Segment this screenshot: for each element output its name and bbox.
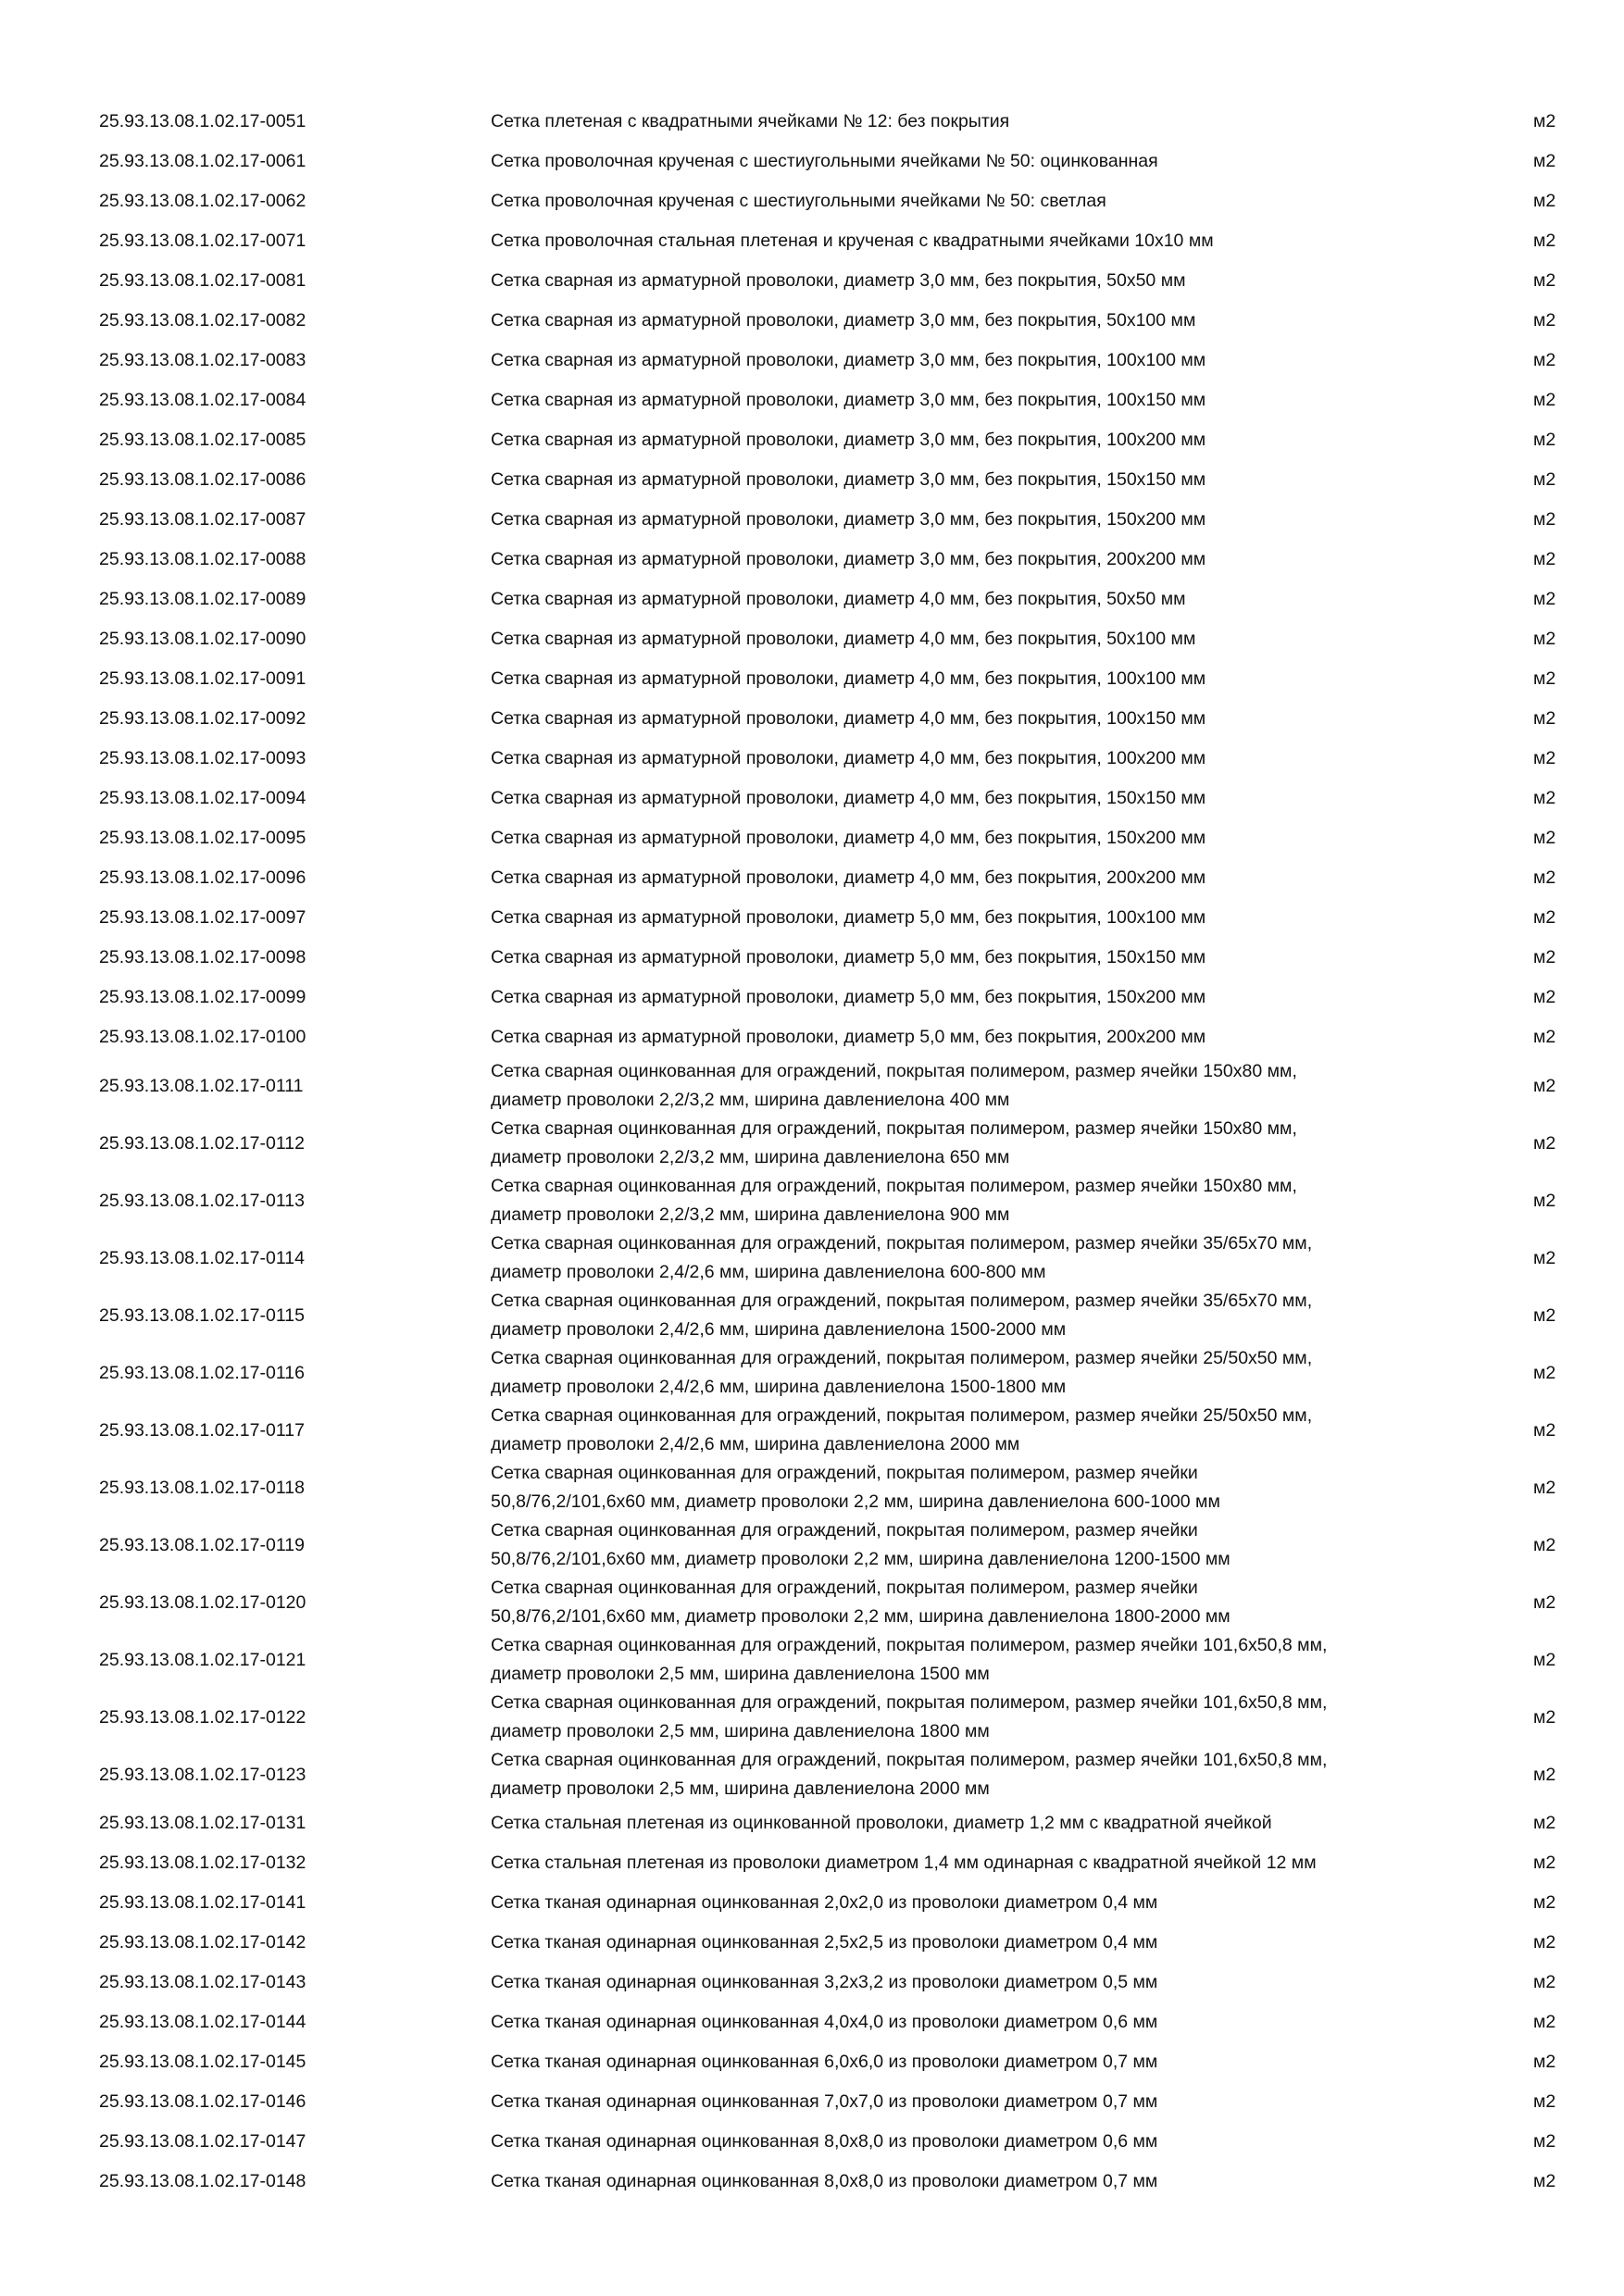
table-row xyxy=(0,1344,1624,1402)
description-line: диаметр проволоки 2,4/2,6 мм, ширина давлениелона 2000 мм xyxy=(491,1434,1020,1454)
item-code: 25.93.13.08.1.02.17-0093 xyxy=(99,748,306,768)
description-lines xyxy=(491,1287,1312,1344)
item-unit: м2 xyxy=(1533,1706,1556,1728)
item-unit: м2 xyxy=(1533,390,1556,410)
description-line: Сетка сварная из арматурной проволоки, диаметр 5,0 мм, без покрытия, 150х150 мм xyxy=(491,947,1206,967)
item-code: 25.93.13.08.1.02.17-0118 xyxy=(99,1477,305,1498)
item-unit: м2 xyxy=(1533,947,1556,967)
item-unit: м2 xyxy=(1533,1853,1556,1873)
item-unit: м2 xyxy=(1533,2171,1556,2191)
description-line: Сетка сварная оцинкованная для ограждений, покрытая полимером, размер ячейки 25/50х50 мм, xyxy=(491,1348,1313,1368)
item-description xyxy=(491,301,1481,341)
item-code: 25.93.13.08.1.02.17-0097 xyxy=(99,907,306,928)
price-list-table xyxy=(0,102,1624,2202)
description-line: Сетка сварная оцинкованная для ограждений, покрытая полимером, размер ячейки 150х80 мм, xyxy=(491,1176,1297,1196)
item-unit: м2 xyxy=(1533,1304,1556,1326)
item-code: 25.93.13.08.1.02.17-0142 xyxy=(99,1932,306,1953)
item-code: 25.93.13.08.1.02.17-0085 xyxy=(99,430,306,450)
item-code: 25.93.13.08.1.02.17-0123 xyxy=(99,1764,306,1785)
description-lines xyxy=(491,545,1206,574)
item-unit: м2 xyxy=(1533,231,1556,251)
table-row xyxy=(0,102,1624,142)
item-code: 25.93.13.08.1.02.17-0148 xyxy=(99,2171,306,2191)
description-lines xyxy=(491,466,1206,494)
table-row xyxy=(0,659,1624,699)
item-unit: м2 xyxy=(1533,1591,1556,1613)
table-row xyxy=(0,1057,1624,1115)
description-lines xyxy=(491,1928,1157,1957)
table-row xyxy=(0,381,1624,420)
item-description xyxy=(491,460,1481,500)
description-lines xyxy=(491,1115,1297,1172)
item-description xyxy=(491,2162,1481,2202)
description-lines xyxy=(491,346,1206,375)
description-line: Сетка стальная плетеная из проволоки диаметром 1,4 мм одинарная с квадратной ячейкой 12 мм xyxy=(491,1853,1317,1873)
item-unit: м2 xyxy=(1533,549,1556,569)
description-lines xyxy=(491,585,1186,614)
table-row xyxy=(0,181,1624,221)
table-row xyxy=(0,1883,1624,1923)
item-code: 25.93.13.08.1.02.17-0115 xyxy=(99,1304,305,1326)
description-line: диаметр проволоки 2,5 мм, ширина давлениелона 2000 мм xyxy=(491,1778,990,1799)
description-line: Сетка тканая одинарная оцинкованная 4,0х4,0 из проволоки диаметром 0,6 мм xyxy=(491,2012,1158,2032)
table-row xyxy=(0,2003,1624,2042)
item-code: 25.93.13.08.1.02.17-0094 xyxy=(99,788,306,808)
description-line: Сетка сварная из арматурной проволоки, диаметр 3,0 мм, без покрытия, 50х100 мм xyxy=(491,310,1196,331)
description-line: Сетка стальная плетеная из оцинкованной проволоки, диаметр 1,2 мм с квадратной ячейкой xyxy=(491,1813,1272,1833)
item-unit: м2 xyxy=(1533,987,1556,1007)
description-lines xyxy=(491,824,1206,853)
item-unit: м2 xyxy=(1533,1027,1556,1047)
item-code: 25.93.13.08.1.02.17-0116 xyxy=(99,1362,305,1383)
item-description xyxy=(491,2042,1481,2082)
item-description xyxy=(491,381,1481,420)
item-description xyxy=(491,1057,1481,1115)
table-row xyxy=(0,1631,1624,1689)
table-row xyxy=(0,2162,1624,2202)
item-description xyxy=(491,1923,1481,1963)
item-description xyxy=(491,1287,1481,1344)
item-unit: м2 xyxy=(1533,1892,1556,1913)
description-line: Сетка сварная из арматурной проволоки, диаметр 4,0 мм, без покрытия, 150х200 мм xyxy=(491,828,1206,848)
item-description xyxy=(491,779,1481,818)
item-description xyxy=(491,938,1481,978)
description-line: Сетка плетеная с квадратными ячейками № 12: без покрытия xyxy=(491,111,1010,131)
description-line: диаметр проволоки 2,2/3,2 мм, ширина давлениелона 400 мм xyxy=(491,1090,1010,1110)
item-code: 25.93.13.08.1.02.17-0091 xyxy=(99,668,306,689)
table-row xyxy=(0,460,1624,500)
item-unit: м2 xyxy=(1533,907,1556,928)
item-unit: м2 xyxy=(1533,2012,1556,2032)
item-unit: м2 xyxy=(1533,748,1556,768)
description-lines xyxy=(491,1968,1157,1997)
item-unit: м2 xyxy=(1533,1132,1556,1154)
item-code: 25.93.13.08.1.02.17-0083 xyxy=(99,350,306,370)
description-lines xyxy=(491,1809,1272,1838)
table-row xyxy=(0,540,1624,580)
table-row xyxy=(0,739,1624,779)
item-code: 25.93.13.08.1.02.17-0095 xyxy=(99,828,306,848)
item-code: 25.93.13.08.1.02.17-0141 xyxy=(99,1892,306,1913)
item-unit: м2 xyxy=(1533,270,1556,291)
item-code: 25.93.13.08.1.02.17-0088 xyxy=(99,549,306,569)
item-code: 25.93.13.08.1.02.17-0071 xyxy=(99,231,306,251)
description-line: Сетка сварная из арматурной проволоки, диаметр 4,0 мм, без покрытия, 100х100 мм xyxy=(491,668,1206,689)
item-unit: м2 xyxy=(1533,1419,1556,1441)
item-unit: м2 xyxy=(1533,589,1556,609)
table-row xyxy=(0,1402,1624,1459)
table-row xyxy=(0,2082,1624,2122)
description-lines xyxy=(491,1889,1157,1917)
item-description xyxy=(491,2082,1481,2122)
description-line: Сетка проволочная стальная плетеная и крученая с квадратными ячейками 10х10 мм xyxy=(491,231,1214,251)
description-line: 50,8/76,2/101,6х60 мм, диаметр проволоки 2,2 мм, ширина давлениелона 600-1000 мм xyxy=(491,1491,1220,1512)
description-line: диаметр проволоки 2,2/3,2 мм, ширина давлениелона 900 мм xyxy=(491,1204,1010,1225)
description-line: Сетка тканая одинарная оцинкованная 6,0х6,0 из проволоки диаметром 0,7 мм xyxy=(491,2052,1158,2072)
description-line: диаметр проволоки 2,5 мм, ширина давлениелона 1500 мм xyxy=(491,1664,990,1684)
item-code: 25.93.13.08.1.02.17-0090 xyxy=(99,629,306,649)
item-code: 25.93.13.08.1.02.17-0146 xyxy=(99,2091,306,2112)
description-line: Сетка сварная оцинкованная для ограждений, покрытая полимером, размер ячейки 150х80 мм, xyxy=(491,1118,1297,1139)
description-lines xyxy=(491,267,1186,295)
table-row xyxy=(0,1689,1624,1746)
table-row xyxy=(0,261,1624,301)
item-description xyxy=(491,1402,1481,1459)
item-code: 25.93.13.08.1.02.17-0143 xyxy=(99,1972,306,1992)
description-lines xyxy=(491,2048,1157,2077)
item-description xyxy=(491,580,1481,619)
item-unit: м2 xyxy=(1533,350,1556,370)
item-description xyxy=(491,619,1481,659)
description-line: Сетка тканая одинарная оцинкованная 2,0х2,0 из проволоки диаметром 0,4 мм xyxy=(491,1892,1158,1913)
item-unit: м2 xyxy=(1533,191,1556,211)
table-row xyxy=(0,1843,1624,1883)
description-line: диаметр проволоки 2,4/2,6 мм, ширина давлениелона 600-800 мм xyxy=(491,1262,1046,1282)
item-description xyxy=(491,1516,1481,1574)
description-line: Сетка сварная оцинкованная для ограждений, покрытая полимером, размер ячейки 101,6х50,8 мм, xyxy=(491,1692,1328,1713)
item-code: 25.93.13.08.1.02.17-0145 xyxy=(99,2052,306,2072)
description-lines xyxy=(491,1459,1220,1516)
table-row xyxy=(0,2122,1624,2162)
item-unit: м2 xyxy=(1533,2052,1556,2072)
description-line: Сетка сварная из арматурной проволоки, диаметр 3,0 мм, без покрытия, 100х200 мм xyxy=(491,430,1206,450)
item-unit: м2 xyxy=(1533,469,1556,490)
description-line: Сетка сварная оцинкованная для ограждений, покрытая полимером, размер ячейки 35/65х70 мм, xyxy=(491,1291,1313,1311)
table-row xyxy=(0,978,1624,1017)
description-lines xyxy=(491,1689,1327,1746)
description-lines xyxy=(491,943,1206,972)
item-code: 25.93.13.08.1.02.17-0082 xyxy=(99,310,306,331)
description-lines xyxy=(491,1849,1317,1878)
description-line: Сетка сварная из арматурной проволоки, диаметр 3,0 мм, без покрытия, 150х150 мм xyxy=(491,469,1206,490)
item-description xyxy=(491,818,1481,858)
description-line: Сетка сварная оцинкованная для ограждений, покрытая полимером, размер ячейки 25/50х50 мм, xyxy=(491,1405,1313,1426)
table-row xyxy=(0,1746,1624,1803)
item-description xyxy=(491,221,1481,261)
item-description xyxy=(491,1631,1481,1689)
table-row xyxy=(0,1803,1624,1843)
description-line: диаметр проволоки 2,4/2,6 мм, ширина давлениелона 1500-2000 мм xyxy=(491,1319,1067,1340)
item-description xyxy=(491,858,1481,898)
item-description xyxy=(491,261,1481,301)
item-code: 25.93.13.08.1.02.17-0099 xyxy=(99,987,306,1007)
item-description xyxy=(491,1344,1481,1402)
item-code: 25.93.13.08.1.02.17-0100 xyxy=(99,1027,306,1047)
description-lines xyxy=(491,744,1206,773)
item-code: 25.93.13.08.1.02.17-0062 xyxy=(99,191,306,211)
item-unit: м2 xyxy=(1533,1972,1556,1992)
item-code: 25.93.13.08.1.02.17-0120 xyxy=(99,1591,306,1613)
item-description xyxy=(491,142,1481,181)
description-lines xyxy=(491,1057,1297,1115)
table-row xyxy=(0,1516,1624,1574)
description-line: диаметр проволоки 2,5 мм, ширина давлениелона 1800 мм xyxy=(491,1721,990,1741)
description-lines xyxy=(491,1023,1206,1052)
table-row xyxy=(0,1017,1624,1057)
description-line: Сетка сварная из арматурной проволоки, диаметр 5,0 мм, без покрытия, 100х100 мм xyxy=(491,907,1206,928)
description-lines xyxy=(491,147,1158,176)
description-lines xyxy=(491,1631,1327,1689)
description-line: Сетка сварная оцинкованная для ограждений, покрытая полимером, размер ячейки xyxy=(491,1463,1198,1483)
item-unit: м2 xyxy=(1533,668,1556,689)
description-lines xyxy=(491,1516,1230,1574)
item-description xyxy=(491,659,1481,699)
item-description xyxy=(491,739,1481,779)
item-description xyxy=(491,1689,1481,1746)
description-line: Сетка проволочная крученая с шестиугольными ячейками № 50: оцинкованная xyxy=(491,151,1158,171)
description-lines xyxy=(491,705,1206,733)
description-line: Сетка сварная из арматурной проволоки, диаметр 3,0 мм, без покрытия, 200х200 мм xyxy=(491,549,1206,569)
description-line: Сетка сварная из арматурной проволоки, диаметр 4,0 мм, без покрытия, 150х150 мм xyxy=(491,788,1206,808)
item-code: 25.93.13.08.1.02.17-0122 xyxy=(99,1706,306,1728)
description-lines xyxy=(491,983,1206,1012)
item-description xyxy=(491,341,1481,381)
item-unit: м2 xyxy=(1533,1649,1556,1670)
description-lines xyxy=(491,227,1214,256)
table-row xyxy=(0,420,1624,460)
item-description xyxy=(491,1172,1481,1229)
item-description xyxy=(491,1115,1481,1172)
item-description xyxy=(491,978,1481,1017)
table-row xyxy=(0,779,1624,818)
item-description xyxy=(491,898,1481,938)
item-unit: м2 xyxy=(1533,111,1556,131)
item-unit: м2 xyxy=(1533,151,1556,171)
item-description xyxy=(491,1229,1481,1287)
description-line: Сетка проволочная крученая с шестиугольными ячейками № 50: светлая xyxy=(491,191,1106,211)
table-row xyxy=(0,1459,1624,1516)
table-row xyxy=(0,341,1624,381)
table-row xyxy=(0,699,1624,739)
description-line: Сетка тканая одинарная оцинкованная 7,0х7,0 из проволоки диаметром 0,7 мм xyxy=(491,2091,1158,2112)
item-unit: м2 xyxy=(1533,867,1556,888)
description-line: Сетка сварная из арматурной проволоки, диаметр 3,0 мм, без покрытия, 100х100 мм xyxy=(491,350,1206,370)
table-row xyxy=(0,2042,1624,2082)
item-description xyxy=(491,1963,1481,2003)
item-description xyxy=(491,102,1481,142)
table-row xyxy=(0,1963,1624,2003)
item-unit: м2 xyxy=(1533,1190,1556,1211)
description-line: Сетка сварная из арматурной проволоки, диаметр 4,0 мм, без покрытия, 100х150 мм xyxy=(491,708,1206,729)
table-row xyxy=(0,1923,1624,1963)
description-line: Сетка сварная из арматурной проволоки, диаметр 5,0 мм, без покрытия, 200х200 мм xyxy=(491,1027,1206,1047)
description-lines xyxy=(491,505,1206,534)
table-row xyxy=(0,142,1624,181)
description-line: диаметр проволоки 2,2/3,2 мм, ширина давлениелона 650 мм xyxy=(491,1147,1010,1167)
item-unit: м2 xyxy=(1533,2131,1556,2152)
item-description xyxy=(491,1017,1481,1057)
item-code: 25.93.13.08.1.02.17-0096 xyxy=(99,867,306,888)
description-lines xyxy=(491,864,1206,892)
item-code: 25.93.13.08.1.02.17-0113 xyxy=(99,1190,305,1211)
description-line: 50,8/76,2/101,6х60 мм, диаметр проволоки 2,2 мм, ширина давлениелона 1800-2000 мм xyxy=(491,1606,1230,1627)
item-unit: м2 xyxy=(1533,1534,1556,1555)
description-line: диаметр проволоки 2,4/2,6 мм, ширина давлениелона 1500-1800 мм xyxy=(491,1377,1067,1397)
description-lines xyxy=(491,1402,1312,1459)
description-line: Сетка сварная оцинкованная для ограждений, покрытая полимером, размер ячейки 150х80 мм, xyxy=(491,1061,1297,1081)
item-description xyxy=(491,420,1481,460)
item-unit: м2 xyxy=(1533,2091,1556,2112)
item-description xyxy=(491,1803,1481,1843)
description-lines xyxy=(491,306,1195,335)
item-description xyxy=(491,2122,1481,2162)
description-line: Сетка сварная оцинкованная для ограждений, покрытая полимером, размер ячейки 35/65х70 мм, xyxy=(491,1233,1313,1254)
description-lines xyxy=(491,1344,1312,1402)
item-description xyxy=(491,1883,1481,1923)
item-code: 25.93.13.08.1.02.17-0087 xyxy=(99,509,306,530)
item-description xyxy=(491,1843,1481,1883)
description-lines xyxy=(491,2008,1157,2037)
item-code: 25.93.13.08.1.02.17-0081 xyxy=(99,270,306,291)
item-unit: м2 xyxy=(1533,1075,1556,1096)
description-line: Сетка тканая одинарная оцинкованная 2,5х2,5 из проволоки диаметром 0,4 мм xyxy=(491,1932,1158,1953)
description-line: Сетка тканая одинарная оцинкованная 3,2х3,2 из проволоки диаметром 0,5 мм xyxy=(491,1972,1158,1992)
item-description xyxy=(491,500,1481,540)
item-code: 25.93.13.08.1.02.17-0132 xyxy=(99,1853,306,1873)
item-description xyxy=(491,2003,1481,2042)
description-lines xyxy=(491,2088,1157,2116)
table-row xyxy=(0,500,1624,540)
description-lines xyxy=(491,2167,1157,2196)
item-code: 25.93.13.08.1.02.17-0119 xyxy=(99,1534,305,1555)
item-description xyxy=(491,699,1481,739)
item-unit: м2 xyxy=(1533,509,1556,530)
item-code: 25.93.13.08.1.02.17-0089 xyxy=(99,589,306,609)
description-lines xyxy=(491,2128,1157,2156)
description-lines xyxy=(491,1574,1230,1631)
table-row xyxy=(0,619,1624,659)
item-code: 25.93.13.08.1.02.17-0147 xyxy=(99,2131,306,2152)
description-lines xyxy=(491,904,1206,932)
item-unit: м2 xyxy=(1533,1932,1556,1953)
table-row xyxy=(0,818,1624,858)
item-code: 25.93.13.08.1.02.17-0112 xyxy=(99,1132,305,1154)
table-row xyxy=(0,221,1624,261)
table-row xyxy=(0,1574,1624,1631)
description-lines xyxy=(491,187,1106,216)
description-lines xyxy=(491,1746,1327,1803)
item-unit: м2 xyxy=(1533,1477,1556,1498)
item-code: 25.93.13.08.1.02.17-0117 xyxy=(99,1419,305,1441)
description-line: Сетка сварная из арматурной проволоки, диаметр 5,0 мм, без покрытия, 150х200 мм xyxy=(491,987,1206,1007)
item-description xyxy=(491,540,1481,580)
table-row xyxy=(0,1229,1624,1287)
table-row xyxy=(0,1115,1624,1172)
item-code: 25.93.13.08.1.02.17-0098 xyxy=(99,947,306,967)
table-row xyxy=(0,858,1624,898)
table-row xyxy=(0,1287,1624,1344)
item-unit: м2 xyxy=(1533,310,1556,331)
item-unit: м2 xyxy=(1533,1813,1556,1833)
description-line: 50,8/76,2/101,6х60 мм, диаметр проволоки 2,2 мм, ширина давлениелона 1200-1500 мм xyxy=(491,1549,1230,1569)
item-description xyxy=(491,181,1481,221)
item-unit: м2 xyxy=(1533,430,1556,450)
item-code: 25.93.13.08.1.02.17-0084 xyxy=(99,390,306,410)
item-code: 25.93.13.08.1.02.17-0051 xyxy=(99,111,306,131)
description-lines xyxy=(491,665,1206,693)
item-code: 25.93.13.08.1.02.17-0061 xyxy=(99,151,306,171)
description-line: Сетка сварная оцинкованная для ограждений, покрытая полимером, размер ячейки 101,6х50,8 мм, xyxy=(491,1750,1328,1770)
table-row xyxy=(0,1172,1624,1229)
description-line: Сетка сварная из арматурной проволоки, диаметр 4,0 мм, без покрытия, 100х200 мм xyxy=(491,748,1206,768)
item-unit: м2 xyxy=(1533,708,1556,729)
table-row xyxy=(0,580,1624,619)
description-lines xyxy=(491,107,1009,136)
item-code: 25.93.13.08.1.02.17-0131 xyxy=(99,1813,306,1833)
description-line: Сетка сварная из арматурной проволоки, диаметр 4,0 мм, без покрытия, 50х50 мм xyxy=(491,589,1186,609)
table-row xyxy=(0,938,1624,978)
description-line: Сетка сварная из арматурной проволоки, диаметр 3,0 мм, без покрытия, 100х150 мм xyxy=(491,390,1206,410)
table-row xyxy=(0,301,1624,341)
description-line: Сетка сварная из арматурной проволоки, диаметр 3,0 мм, без покрытия, 50х50 мм xyxy=(491,270,1186,291)
item-code: 25.93.13.08.1.02.17-0086 xyxy=(99,469,306,490)
description-lines xyxy=(491,386,1206,415)
description-lines xyxy=(491,1229,1312,1287)
description-line: Сетка сварная оцинкованная для ограждений, покрытая полимером, размер ячейки xyxy=(491,1520,1198,1541)
item-code: 25.93.13.08.1.02.17-0144 xyxy=(99,2012,306,2032)
table-row xyxy=(0,898,1624,938)
item-unit: м2 xyxy=(1533,1764,1556,1785)
item-code: 25.93.13.08.1.02.17-0114 xyxy=(99,1247,305,1268)
item-unit: м2 xyxy=(1533,1247,1556,1268)
item-unit: м2 xyxy=(1533,788,1556,808)
description-lines xyxy=(491,784,1206,813)
description-line: Сетка тканая одинарная оцинкованная 8,0х8,0 из проволоки диаметром 0,7 мм xyxy=(491,2171,1158,2191)
item-unit: м2 xyxy=(1533,629,1556,649)
item-code: 25.93.13.08.1.02.17-0111 xyxy=(99,1075,304,1096)
item-unit: м2 xyxy=(1533,1362,1556,1383)
item-description xyxy=(491,1574,1481,1631)
description-lines xyxy=(491,625,1195,654)
item-description xyxy=(491,1746,1481,1803)
description-line: Сетка сварная из арматурной проволоки, диаметр 4,0 мм, без покрытия, 50х100 мм xyxy=(491,629,1196,649)
description-line: Сетка сварная оцинкованная для ограждений, покрытая полимером, размер ячейки xyxy=(491,1578,1198,1598)
description-line: Сетка сварная оцинкованная для ограждений, покрытая полимером, размер ячейки 101,6х50,8 мм, xyxy=(491,1635,1328,1655)
description-line: Сетка сварная из арматурной проволоки, диаметр 4,0 мм, без покрытия, 200х200 мм xyxy=(491,867,1206,888)
description-line: Сетка сварная из арматурной проволоки, диаметр 3,0 мм, без покрытия, 150х200 мм xyxy=(491,509,1206,530)
item-code: 25.93.13.08.1.02.17-0121 xyxy=(99,1649,306,1670)
description-lines xyxy=(491,1172,1297,1229)
item-description xyxy=(491,1459,1481,1516)
description-line: Сетка тканая одинарная оцинкованная 8,0х8,0 из проволоки диаметром 0,6 мм xyxy=(491,2131,1158,2152)
item-unit: м2 xyxy=(1533,828,1556,848)
item-code: 25.93.13.08.1.02.17-0092 xyxy=(99,708,306,729)
description-lines xyxy=(491,426,1206,455)
